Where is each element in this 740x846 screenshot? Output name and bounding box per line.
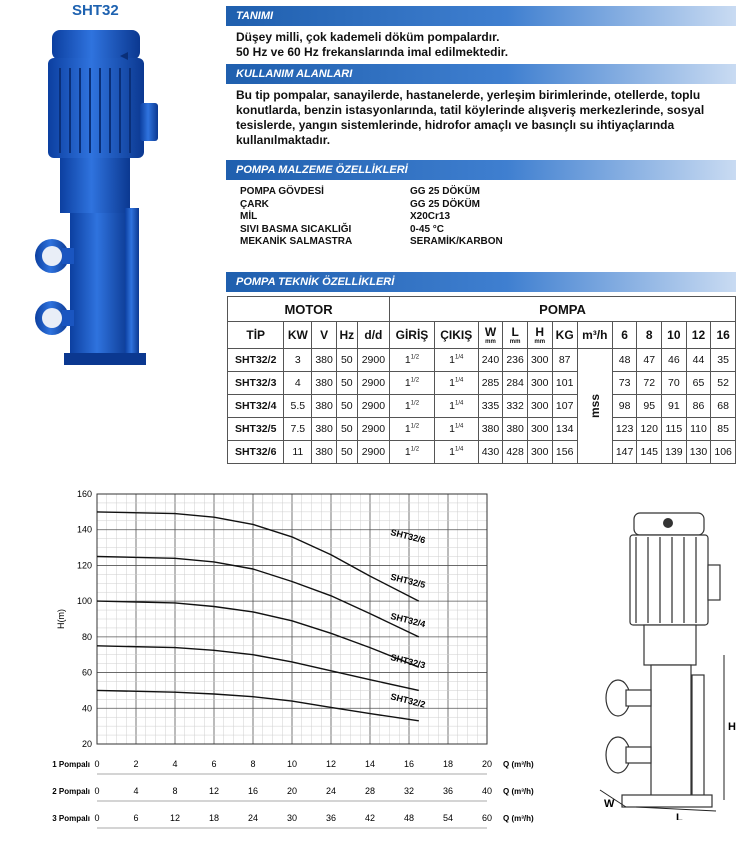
cell-kg: 134 xyxy=(552,418,577,441)
dim-w-label: W xyxy=(604,798,615,810)
x-unit-label: Q (m³/h) xyxy=(503,787,534,796)
spec-table xyxy=(227,296,736,464)
y-tick-label: 160 xyxy=(76,489,92,499)
dimension-drawing xyxy=(596,505,736,820)
cell-giris: $1^{1/2}$ xyxy=(390,441,435,464)
x-tick-label: 12 xyxy=(325,759,337,769)
kullanim-line: konutlarda, benzin istasyonlarında, tatil köylerinde alışveriş merkezlerinde, sosyal xyxy=(236,103,705,117)
cell-head: 52 xyxy=(711,372,736,395)
cell-kw: 11 xyxy=(284,441,312,464)
column-header: ÇIKIŞ xyxy=(434,322,478,349)
cell-h: 300 xyxy=(527,395,552,418)
cell-dd: 2900 xyxy=(357,441,389,464)
x-axis-label: 3 Pompalı xyxy=(52,814,90,823)
dim-h-label: H xyxy=(728,721,736,733)
tanimi-line: 50 Hz ve 60 Hz frekanslarında imal edilmektedir. xyxy=(236,45,509,59)
series-label: SHT32/3 xyxy=(389,652,427,671)
material-row: SIVI BASMA SICAKLIĞI 0-45 °C xyxy=(240,223,445,235)
cell-hz: 50 xyxy=(336,441,357,464)
cell-dd: 2900 xyxy=(357,349,389,372)
x-axis-label: 1 Pompalı xyxy=(52,760,90,769)
mss-unit: mss xyxy=(577,349,612,464)
cell-tip: SHT32/2 xyxy=(228,349,284,372)
x-tick-label: 36 xyxy=(325,813,337,823)
cell-head: 46 xyxy=(662,349,687,372)
x-tick-label: 20 xyxy=(481,759,493,769)
x-tick-label: 0 xyxy=(94,759,100,769)
cell-head: 35 xyxy=(711,349,736,372)
column-header: Hz xyxy=(336,322,357,349)
series-label: SHT32/5 xyxy=(389,571,427,591)
cell-hz: 50 xyxy=(336,395,357,418)
cell-v: 380 xyxy=(312,372,337,395)
cell-kg: 87 xyxy=(552,349,577,372)
table-row xyxy=(228,372,736,395)
cell-head: 130 xyxy=(686,441,711,464)
kullanim-line: tesislerde, yangın sistemlerinde, hidrofor amaçlı ve basınçlı su ihtiyaçlarında xyxy=(236,118,675,132)
x-tick-label: 40 xyxy=(481,786,493,796)
cell-w: 285 xyxy=(478,372,503,395)
cell-kg: 101 xyxy=(552,372,577,395)
series-line xyxy=(97,601,419,667)
cell-head: 115 xyxy=(662,418,687,441)
cell-kg: 156 xyxy=(552,441,577,464)
cell-head: 145 xyxy=(637,441,662,464)
cell-cikis: $1^{1/4}$ xyxy=(434,372,478,395)
cell-w: 430 xyxy=(478,441,503,464)
cell-kg: 107 xyxy=(552,395,577,418)
x-tick-label: 0 xyxy=(94,786,100,796)
cell-h: 300 xyxy=(527,441,552,464)
x-tick-label: 14 xyxy=(364,759,376,769)
section-heading-tanimi: TANIMI xyxy=(226,6,736,26)
x-tick-label: 60 xyxy=(481,813,493,823)
material-row: POMPA GÖVDESİ GG 25 DÖKÜM xyxy=(240,186,481,197)
x-tick-label: 0 xyxy=(94,813,100,823)
x-tick-label: 28 xyxy=(364,786,376,796)
cell-head: 106 xyxy=(711,441,736,464)
y-tick-label: 100 xyxy=(76,596,92,607)
x-tick-label: 18 xyxy=(208,813,220,823)
cell-cikis: $1^{1/4}$ xyxy=(434,441,478,464)
kullanim-line: Bu tip pompalar, sanayilerde, hastanelerde, yerleşim birimlerinde, otellerde, toplu xyxy=(236,88,701,102)
cell-dd: 2900 xyxy=(357,418,389,441)
cell-l: 236 xyxy=(503,349,528,372)
cell-head: 86 xyxy=(686,395,711,418)
x-tick-label: 24 xyxy=(325,786,337,796)
x-tick-label: 12 xyxy=(208,786,220,796)
series-line xyxy=(97,690,419,720)
column-header: 12 xyxy=(686,322,711,349)
column-header: V xyxy=(312,322,337,349)
material-list xyxy=(240,186,503,249)
cell-v: 380 xyxy=(312,349,337,372)
kullanim-text xyxy=(236,88,730,148)
cell-head: 91 xyxy=(662,395,687,418)
cell-l: 284 xyxy=(503,372,528,395)
cell-h: 300 xyxy=(527,349,552,372)
x-tick-label: 16 xyxy=(403,759,415,769)
cell-v: 380 xyxy=(312,418,337,441)
section-heading-kullanim: KULLANIM ALANLARI xyxy=(226,64,736,84)
material-row: MEKANİK SALMASTRA SERAMİK/KARBON xyxy=(240,236,503,247)
cell-l: 428 xyxy=(503,441,528,464)
cell-giris: $1^{1/2}$ xyxy=(390,349,435,372)
cell-head: 44 xyxy=(686,349,711,372)
x-tick-label: 8 xyxy=(250,759,256,769)
cell-dd: 2900 xyxy=(357,395,389,418)
x-unit-label: Q (m³/h) xyxy=(503,814,534,823)
column-header: GİRİŞ xyxy=(390,322,435,349)
table-row xyxy=(228,418,736,441)
cell-h: 300 xyxy=(527,372,552,395)
cell-tip: SHT32/5 xyxy=(228,418,284,441)
group-pompa: POMPA xyxy=(390,297,736,322)
x-tick-label: 12 xyxy=(169,813,181,823)
material-row: ÇARK GG 25 DÖKÜM xyxy=(240,198,481,210)
cell-giris: $1^{1/2}$ xyxy=(390,372,435,395)
page-title: SHT32 xyxy=(72,2,119,19)
x-tick-label: 48 xyxy=(403,813,415,823)
cell-head: 85 xyxy=(711,418,736,441)
series-line xyxy=(97,646,419,691)
cell-hz: 50 xyxy=(336,418,357,441)
cell-tip: SHT32/3 xyxy=(228,372,284,395)
x-tick-label: 8 xyxy=(172,786,178,796)
cell-head: 48 xyxy=(612,349,637,372)
dim-l-label: L xyxy=(676,812,683,820)
tanimi-line: Düşey milli, çok kademeli döküm pompalardır. xyxy=(236,30,500,44)
table-row xyxy=(228,441,736,464)
cell-l: 332 xyxy=(503,395,528,418)
cell-cikis: $1^{1/4}$ xyxy=(434,395,478,418)
cell-cikis: $1^{1/4}$ xyxy=(434,418,478,441)
cell-l: 380 xyxy=(503,418,528,441)
x-tick-label: 42 xyxy=(364,813,376,823)
y-tick-label: 40 xyxy=(81,703,92,714)
column-header: 6 xyxy=(612,322,637,349)
cell-v: 380 xyxy=(312,441,337,464)
cell-tip: SHT32/6 xyxy=(228,441,284,464)
y-tick-label: 60 xyxy=(81,667,92,678)
cell-head: 73 xyxy=(612,372,637,395)
cell-head: 72 xyxy=(637,372,662,395)
section-heading-malzeme: POMPA MALZEME ÖZELLİKLERİ xyxy=(226,160,736,180)
column-header: H mm xyxy=(527,322,552,349)
cell-w: 335 xyxy=(478,395,503,418)
y-tick-label: 140 xyxy=(76,524,92,535)
column-header: W mm xyxy=(478,322,503,349)
x-tick-label: 6 xyxy=(133,813,139,823)
cell-dd: 2900 xyxy=(357,372,389,395)
x-tick-label: 6 xyxy=(211,759,217,769)
cell-kw: 5.5 xyxy=(284,395,312,418)
cell-kw: 4 xyxy=(284,372,312,395)
y-axis-label: H(m) xyxy=(56,609,66,629)
y-tick-label: 20 xyxy=(81,739,92,749)
column-header: 10 xyxy=(662,322,687,349)
column-header: d/d xyxy=(357,322,389,349)
cell-v: 380 xyxy=(312,395,337,418)
cell-head: 147 xyxy=(612,441,637,464)
column-header: 8 xyxy=(637,322,662,349)
cell-head: 68 xyxy=(711,395,736,418)
column-header: 16 xyxy=(711,322,736,349)
cell-head: 47 xyxy=(637,349,662,372)
cell-w: 380 xyxy=(478,418,503,441)
x-tick-label: 36 xyxy=(442,786,454,796)
cell-hz: 50 xyxy=(336,372,357,395)
column-header: KG xyxy=(552,322,577,349)
x-tick-label: 54 xyxy=(442,813,454,823)
cell-kw: 3 xyxy=(284,349,312,372)
cell-giris: $1^{1/2}$ xyxy=(390,395,435,418)
x-unit-label: Q (m³/h) xyxy=(503,760,534,769)
x-tick-label: 18 xyxy=(442,759,454,769)
x-tick-label: 30 xyxy=(286,813,298,823)
cell-hz: 50 xyxy=(336,349,357,372)
x-tick-label: 4 xyxy=(172,759,178,769)
cell-head: 70 xyxy=(662,372,687,395)
y-tick-label: 80 xyxy=(81,631,92,642)
x-tick-label: 20 xyxy=(286,786,298,796)
pump-photo xyxy=(30,28,165,368)
series-label: SHT32/6 xyxy=(389,527,427,546)
section-heading-teknik: POMPA TEKNİK ÖZELLİKLERİ xyxy=(226,272,736,292)
cell-head: 110 xyxy=(686,418,711,441)
tanimi-text xyxy=(236,30,730,60)
cell-head: 65 xyxy=(686,372,711,395)
table-row xyxy=(228,395,736,418)
column-header: m³/h xyxy=(577,322,612,349)
column-header: TİP xyxy=(228,322,284,349)
series-line xyxy=(97,557,419,637)
y-tick-label: 120 xyxy=(76,560,92,571)
series-label: SHT32/4 xyxy=(389,611,427,630)
cell-cikis: $1^{1/4}$ xyxy=(434,349,478,372)
kullanim-line: kullanılmaktadır. xyxy=(236,133,331,147)
cell-w: 240 xyxy=(478,349,503,372)
column-header: KW xyxy=(284,322,312,349)
performance-chart xyxy=(0,478,560,846)
cell-tip: SHT32/4 xyxy=(228,395,284,418)
cell-head: 139 xyxy=(662,441,687,464)
x-tick-label: 2 xyxy=(133,759,139,769)
x-tick-label: 10 xyxy=(286,759,298,769)
x-tick-label: 4 xyxy=(133,786,139,796)
x-axis-label: 2 Pompalı xyxy=(52,787,90,796)
cell-kw: 7.5 xyxy=(284,418,312,441)
cell-head: 98 xyxy=(612,395,637,418)
cell-head: 120 xyxy=(637,418,662,441)
x-tick-label: 16 xyxy=(247,786,259,796)
column-header: L mm xyxy=(503,322,528,349)
cell-giris: $1^{1/2}$ xyxy=(390,418,435,441)
series-label: SHT32/2 xyxy=(389,691,427,710)
cell-h: 300 xyxy=(527,418,552,441)
table-row xyxy=(228,349,736,372)
group-motor: MOTOR xyxy=(228,297,390,322)
x-tick-label: 24 xyxy=(247,813,259,823)
x-tick-label: 32 xyxy=(403,786,415,796)
cell-head: 95 xyxy=(637,395,662,418)
cell-head: 123 xyxy=(612,418,637,441)
material-row: MİL X20Cr13 xyxy=(240,211,451,222)
